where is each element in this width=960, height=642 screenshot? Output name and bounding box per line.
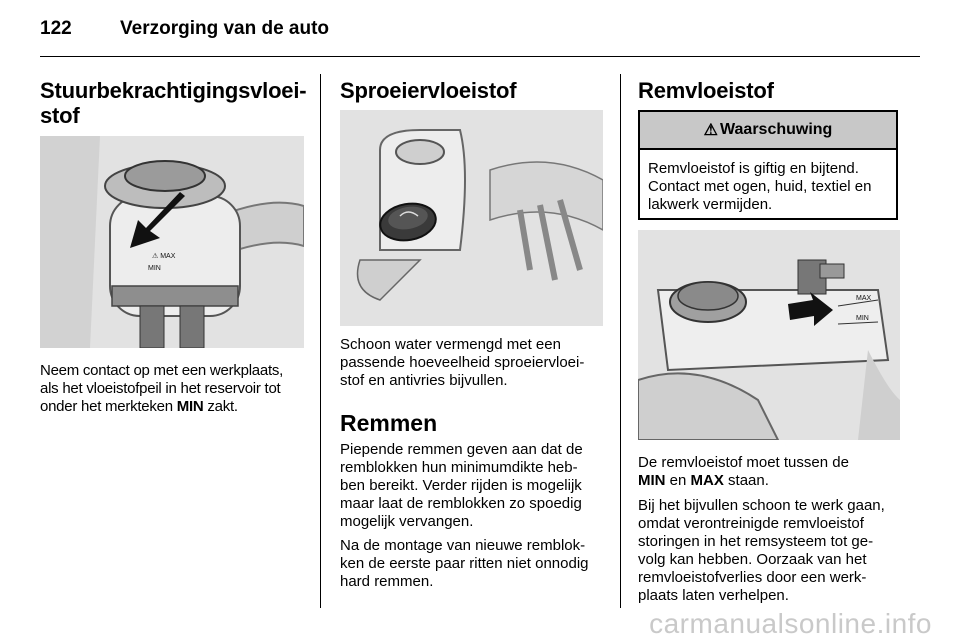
min-mark: MIN [176,398,204,415]
column-power-steering [40,78,308,128]
body-line: onder het merkteken [40,398,177,415]
body-line: Piepende remmen geven aan dat de [340,441,583,458]
section-title-washer-fluid: Sproeiervloeistof [340,78,517,103]
power-steering-text [40,362,312,416]
section-title-power-steering [40,78,308,128]
body-line: Neem contact op met een werkplaats, [40,362,284,379]
body-line: maar laat de remblokken zo spoedig [340,495,582,512]
warning-line: Contact met ogen, huid, textiel en [648,178,872,195]
chapter-title: Verzorging van de auto [120,18,330,39]
body-line: Na de montage van nieuwe remblok- [340,537,586,554]
power-steering-reservoir-image [40,136,304,348]
body-line: en [665,472,691,489]
column-brake-fluid [638,78,900,103]
title-line-1: Stuurbekrachtigingsvloei- [40,78,307,103]
page-number: 122 [40,18,72,39]
body-line: volg kan hebben. Oorzaak van het [638,551,867,568]
header-rule [40,56,920,57]
title-line-2: stof [40,103,80,128]
warning-line: lakwerk vermijden. [648,196,773,213]
warning-header [640,112,896,150]
warning-text [640,150,896,214]
max-mark: MAX [690,472,724,489]
column-washer-fluid [340,78,605,103]
body-line: hard remmen. [340,573,434,590]
image-label-max: MAX [856,295,872,302]
column-divider-1 [320,74,321,608]
body-line: storingen in het remsysteem tot ge- [638,533,874,550]
image-label-max: ⚠ MAX [152,253,176,260]
brake-fluid-reservoir-image [638,230,900,440]
body-line: staan. [723,472,769,489]
body-line: remvloeistofverlies door een werk- [638,569,867,586]
washer-fluid-illustration [340,110,603,326]
section-title-brakes: Remmen [340,410,438,436]
image-label-min: MIN [856,315,869,322]
body-line: plaats laten verhelpen. [638,587,789,604]
image-label-min: MIN [148,265,161,272]
warning-box [638,110,898,220]
warning-line: Remvloeistof is giftig en bijtend. [648,160,859,177]
body-line: ken de eerste paar ritten niet onnodig [340,555,589,572]
power-steering-illustration [40,136,304,348]
body-line: ben bereikt. Verder rijden is mogelijk [340,477,582,494]
body-line: als het vloeistofpeil in het reservoir tot [40,380,281,397]
warning-icon: ⚠ [703,122,719,139]
body-line: zakt. [203,398,238,415]
warning-title: Waarschuwing [720,121,833,138]
washer-fluid-text [340,336,610,591]
body-line: passende hoeveelheid sproeiervloei- [340,354,585,371]
min-mark: MIN [638,472,666,489]
brake-fluid-text [638,454,908,605]
body-line: De remvloeistof moet tussen de [638,454,849,471]
brake-fluid-illustration [638,230,900,440]
section-title-brake-fluid: Remvloeistof [638,78,774,103]
body-line: mogelijk vervangen. [340,513,474,530]
watermark: carmanualsonline.info [649,608,932,639]
column-divider-2 [620,74,621,608]
body-line: Schoon water vermengd met een [340,336,561,353]
body-line: remblokken hun minimumdikte heb- [340,459,578,476]
page-header [40,18,920,48]
washer-fluid-image [340,110,603,326]
body-line: omdat verontreinigde remvloeistof [638,515,864,532]
body-line: stof en antivries bijvullen. [340,372,508,389]
body-line: Bij het bijvullen schoon te werk gaan, [638,497,885,514]
